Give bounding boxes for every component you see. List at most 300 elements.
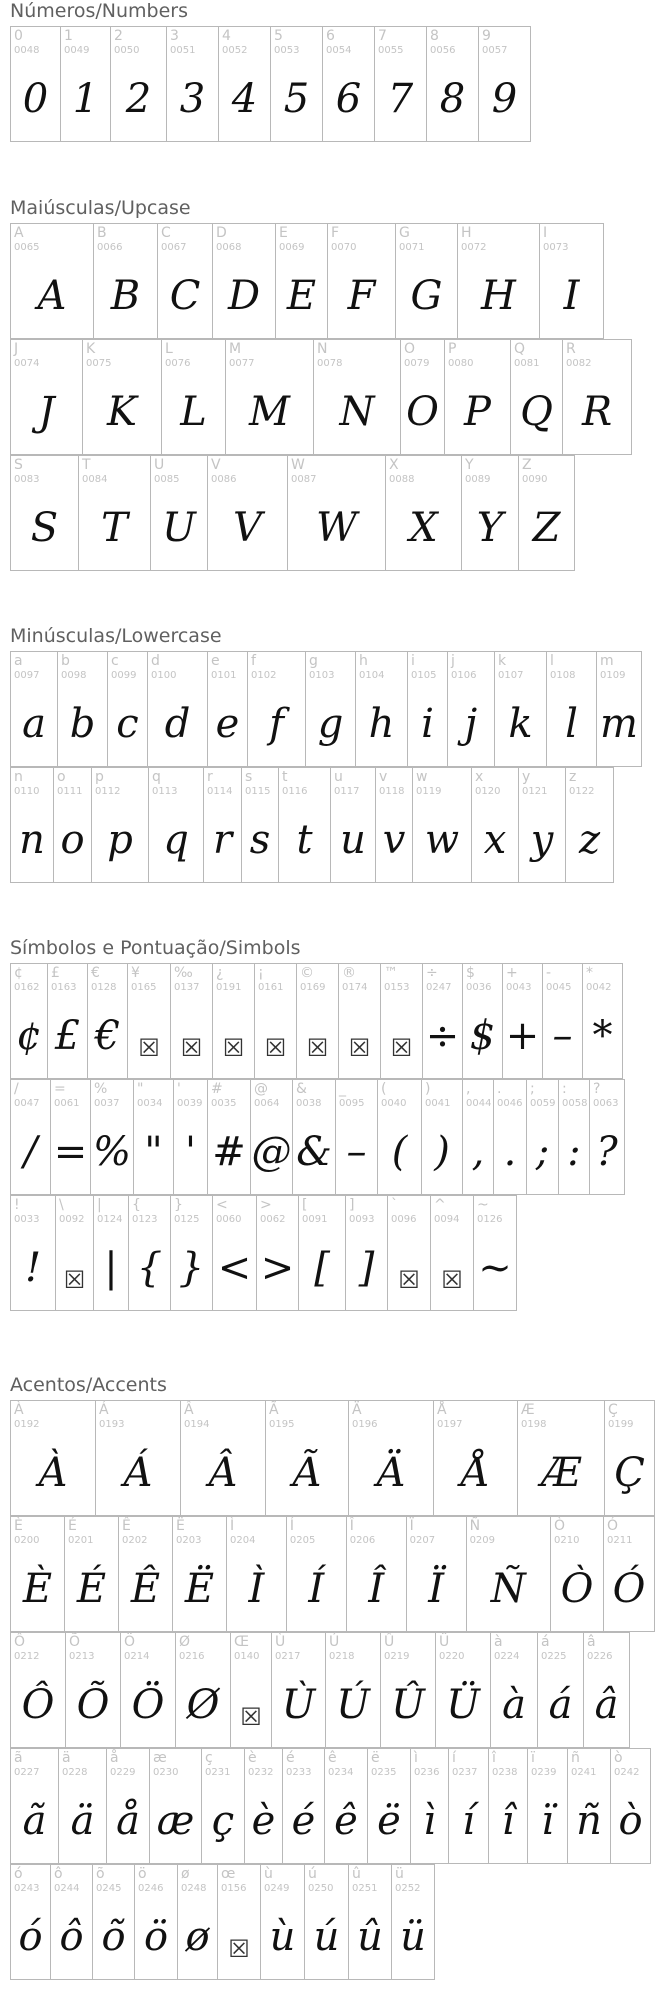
- char-label: 9: [482, 28, 491, 44]
- char-label: ': [177, 1081, 181, 1097]
- char-code: 0211: [607, 1535, 633, 1546]
- char-label: €: [91, 965, 100, 981]
- glyph-sample: s: [249, 817, 271, 863]
- glyph-cell: [411, 1748, 449, 1864]
- char-label: Ù: [275, 1634, 286, 1650]
- char-code: 0054: [326, 45, 352, 56]
- char-code: 0044: [466, 1098, 492, 1109]
- glyph-sample: ê: [334, 1798, 358, 1844]
- glyph-cell: [563, 339, 632, 455]
- char-label: n: [14, 769, 23, 785]
- glyph-cell: [287, 1516, 347, 1632]
- glyph-sample: x: [483, 817, 507, 863]
- glyph-cell: [326, 1632, 381, 1748]
- char-code: 0096: [391, 1214, 417, 1225]
- glyph-cell: [314, 339, 401, 455]
- glyph-cell: [381, 963, 423, 1079]
- glyph-sample: q: [163, 817, 189, 863]
- glyph-row: [10, 26, 655, 142]
- char-label: á: [541, 1634, 550, 1650]
- glyph-row: [10, 1195, 655, 1311]
- glyph-cell: [431, 1195, 474, 1311]
- glyph-cell: [538, 1632, 584, 1748]
- char-code: 0231: [205, 1767, 231, 1778]
- glyph-sample: å: [116, 1798, 140, 1844]
- glyph-cell: [248, 651, 306, 767]
- glyph-section: [10, 937, 655, 1311]
- glyph-cell: [150, 1748, 202, 1864]
- char-label: 4: [222, 28, 231, 44]
- glyph-cell: [551, 1516, 604, 1632]
- glyph-cell: [11, 651, 58, 767]
- char-code: 0206: [349, 1535, 376, 1546]
- char-label: J: [14, 341, 19, 357]
- char-label: T: [82, 457, 91, 473]
- glyph-cell: [111, 26, 167, 142]
- char-code: 0204: [230, 1535, 256, 1546]
- glyph-cell: [162, 339, 226, 455]
- char-code: 0105: [411, 670, 437, 681]
- char-label: Ñ: [469, 1518, 481, 1534]
- char-code: 0058: [562, 1098, 588, 1109]
- glyph-cell: [167, 26, 219, 142]
- char-code: 0055: [378, 45, 404, 56]
- glyph-sample: ô: [59, 1914, 84, 1960]
- glyph-sample: *: [592, 1013, 613, 1059]
- glyph-sample: >: [260, 1245, 295, 1291]
- char-code: 0140: [234, 1651, 260, 1662]
- glyph-cell: [376, 767, 413, 883]
- glyph-sample: V: [233, 505, 262, 551]
- glyph-cell: [65, 1516, 119, 1632]
- char-label: ó: [14, 1866, 23, 1882]
- glyph-sample: p: [107, 817, 133, 863]
- char-label: z: [569, 769, 577, 785]
- char-code: 0073: [543, 242, 569, 253]
- char-label: Ü: [439, 1634, 450, 1650]
- char-label: (: [381, 1081, 387, 1097]
- glyph-sample: Ø: [186, 1682, 220, 1728]
- char-label: p: [95, 769, 104, 785]
- char-label: e: [211, 653, 220, 669]
- glyph-cell: [283, 1748, 325, 1864]
- glyph-cell: [107, 1748, 150, 1864]
- glyph-sample: ñ: [576, 1798, 602, 1844]
- glyph-cell: [422, 1079, 463, 1195]
- char-code: 0161: [258, 982, 284, 993]
- char-code: 0099: [111, 670, 137, 681]
- glyph-cell: [11, 963, 48, 1079]
- char-code: 0232: [248, 1767, 274, 1778]
- glyph-sample: é: [291, 1798, 316, 1844]
- char-code: 0092: [59, 1214, 85, 1225]
- glyph-cell: [407, 1516, 467, 1632]
- char-label: f: [251, 653, 256, 669]
- glyph-sample: ó: [18, 1914, 43, 1960]
- glyph-sample: Ì: [248, 1566, 265, 1612]
- glyph-sample: ï: [541, 1798, 554, 1844]
- char-code: 0124: [97, 1214, 123, 1225]
- char-code: 0064: [254, 1098, 280, 1109]
- char-label: ,: [466, 1081, 471, 1097]
- glyph-sample: ~: [478, 1245, 512, 1291]
- char-code: 0072: [461, 242, 487, 253]
- char-code: 0198: [521, 1419, 547, 1430]
- glyph-sample: r: [212, 817, 233, 863]
- glyph-sample: B: [110, 273, 141, 319]
- glyph-cell: [323, 26, 375, 142]
- glyph-cell: [56, 1195, 94, 1311]
- char-code: 0123: [132, 1214, 158, 1225]
- char-code: 0068: [216, 242, 242, 253]
- glyph-row: [10, 767, 655, 883]
- glyph-sample: I: [563, 273, 580, 319]
- glyph-sample: u: [340, 817, 366, 863]
- char-label: @: [254, 1081, 268, 1097]
- char-code: 0205: [289, 1535, 316, 1546]
- char-code: 0076: [165, 358, 191, 369]
- glyph-cell: [48, 963, 88, 1079]
- glyph-sample: 9: [491, 76, 518, 122]
- char-label: o: [57, 769, 66, 785]
- char-code: 0233: [286, 1767, 312, 1778]
- char-label: k: [498, 653, 507, 669]
- glyph-cell: [11, 223, 94, 339]
- char-label: t: [282, 769, 288, 785]
- glyph-sample: !: [24, 1245, 42, 1291]
- glyph-cell: [11, 339, 83, 455]
- glyph-sample: Z: [532, 505, 561, 551]
- char-code: 0228: [62, 1767, 88, 1778]
- glyph-cell: [58, 651, 108, 767]
- glyph-sample: /: [23, 1129, 38, 1175]
- char-label: !: [14, 1197, 20, 1213]
- missing-glyph-icon: ☒: [180, 1034, 203, 1062]
- glyph-sample: ç: [211, 1798, 235, 1844]
- char-label: ©: [300, 965, 314, 981]
- char-label: R: [566, 341, 576, 357]
- glyph-cell: [605, 1400, 655, 1516]
- glyph-cell: [467, 1516, 551, 1632]
- glyph-sample: 0: [22, 76, 49, 122]
- glyph-cell: [213, 223, 276, 339]
- char-code: 0083: [14, 474, 40, 485]
- glyph-cell: [463, 1079, 494, 1195]
- section-title: Minúsculas/Lowercase: [10, 625, 222, 647]
- glyph-cell: [347, 1516, 407, 1632]
- glyph-cell: [255, 963, 297, 1079]
- char-code: 0199: [608, 1419, 634, 1430]
- char-label: ): [425, 1081, 431, 1097]
- glyph-sample: 1: [72, 76, 99, 122]
- char-label: D: [216, 225, 227, 241]
- glyph-cell: [272, 1632, 326, 1748]
- char-label: Ï: [409, 1518, 414, 1534]
- glyph-row: [10, 223, 655, 339]
- glyph-sample: ]: [358, 1245, 375, 1291]
- char-label: ã: [14, 1750, 23, 1766]
- glyph-cell: [257, 1195, 299, 1311]
- glyph-sample: +: [505, 1013, 540, 1059]
- char-label: ": [137, 1081, 144, 1097]
- char-label: ÷: [426, 965, 438, 981]
- glyph-cell: [396, 223, 458, 339]
- glyph-cell: [11, 455, 79, 571]
- char-label: 5: [274, 28, 283, 44]
- char-code: 0213: [69, 1651, 95, 1662]
- char-label: ë: [371, 1750, 380, 1766]
- glyph-sample: 7: [387, 76, 414, 122]
- char-label: Ç: [608, 1402, 618, 1418]
- char-label: Í: [289, 1518, 295, 1534]
- char-code: 0227: [14, 1767, 40, 1778]
- char-label: ò: [614, 1750, 623, 1766]
- glyph-row: [10, 651, 655, 767]
- glyph-cell: [491, 1632, 538, 1748]
- char-code: 0049: [64, 45, 90, 56]
- char-code: 0060: [216, 1214, 242, 1225]
- char-code: 0225: [541, 1651, 567, 1662]
- char-label: 8: [430, 28, 439, 44]
- glyph-sample: P: [464, 389, 491, 435]
- char-code: 0047: [14, 1098, 40, 1109]
- glyph-sample: k: [508, 701, 533, 747]
- glyph-cell: [472, 767, 519, 883]
- glyph-cell: [375, 26, 427, 142]
- char-label: N: [317, 341, 328, 357]
- char-code: 0246: [138, 1883, 164, 1894]
- glyph-sample: g: [317, 701, 344, 747]
- char-label: i: [411, 653, 415, 669]
- char-label: &: [296, 1081, 307, 1097]
- char-code: 0247: [426, 982, 452, 993]
- glyph-cell: [92, 767, 149, 883]
- char-label: W: [291, 457, 305, 473]
- glyph-cell: [495, 651, 547, 767]
- char-code: 0074: [14, 358, 40, 369]
- char-label: =: [54, 1081, 66, 1097]
- glyph-sample: È: [22, 1566, 53, 1612]
- char-code: 0100: [151, 670, 177, 681]
- char-label: `: [391, 1197, 398, 1213]
- char-label: 7: [378, 28, 387, 44]
- glyph-cell: [305, 1864, 349, 1980]
- char-code: 0241: [571, 1767, 597, 1778]
- char-label: ~: [477, 1197, 489, 1213]
- glyph-sample: :: [567, 1129, 581, 1175]
- char-label: I: [543, 225, 548, 241]
- char-code: 0098: [61, 670, 87, 681]
- char-code: 0252: [395, 1883, 421, 1894]
- char-code: 0202: [122, 1535, 148, 1546]
- char-label: A: [14, 225, 24, 241]
- missing-glyph-icon: ☒: [222, 1034, 245, 1062]
- glyph-row: [10, 1516, 655, 1632]
- glyph-sample: á: [548, 1682, 573, 1728]
- section-title: Acentos/Accents: [10, 1374, 167, 1396]
- glyph-cell: [271, 26, 323, 142]
- glyph-sample: ): [434, 1129, 450, 1175]
- glyph-sample: .: [503, 1129, 517, 1175]
- glyph-cell: [463, 963, 503, 1079]
- glyph-sample: 2: [125, 76, 152, 122]
- glyph-sample: Ç: [614, 1450, 645, 1496]
- char-code: 0084: [82, 474, 108, 485]
- glyph-sample: h: [368, 701, 395, 747]
- char-label: Ê: [122, 1518, 131, 1534]
- glyph-sample: &: [296, 1129, 332, 1175]
- char-code: 0094: [434, 1214, 460, 1225]
- char-label: :: [562, 1081, 567, 1097]
- glyph-row: [10, 455, 655, 571]
- glyph-cell: [61, 26, 111, 142]
- char-label: À: [14, 1402, 24, 1418]
- glyph-cell: [171, 1195, 213, 1311]
- char-label: a: [14, 653, 23, 669]
- char-label: r: [207, 769, 213, 785]
- char-code: 0056: [430, 45, 456, 56]
- glyph-cell: [135, 1864, 178, 1980]
- char-label: è: [248, 1750, 257, 1766]
- glyph-cell: [218, 1864, 261, 1980]
- char-label: E: [279, 225, 288, 241]
- char-code: 0200: [14, 1535, 40, 1546]
- glyph-sample: Ë: [184, 1566, 215, 1612]
- glyph-sample: C: [169, 273, 201, 319]
- char-label: O: [404, 341, 416, 357]
- char-label: £: [51, 965, 60, 981]
- char-code: 0106: [451, 670, 477, 681]
- char-label: Z: [522, 457, 532, 473]
- glyph-cell: [261, 1864, 305, 1980]
- char-code: 0097: [14, 670, 40, 681]
- missing-glyph-icon: ☒: [240, 1703, 262, 1731]
- char-code: 0201: [68, 1535, 94, 1546]
- char-label: ^: [434, 1197, 446, 1213]
- glyph-cell: [336, 1079, 378, 1195]
- glyph-cell: [245, 1748, 283, 1864]
- char-code: 0090: [522, 474, 548, 485]
- glyph-sample: l: [565, 701, 578, 747]
- glyph-cell: [121, 1632, 176, 1748]
- glyph-cell: [583, 963, 623, 1079]
- glyph-cell: [11, 1632, 66, 1748]
- glyph-sample: J: [38, 389, 55, 435]
- section-title: Números/Numbers: [10, 0, 188, 22]
- char-code: 0249: [264, 1883, 290, 1894]
- char-code: 0196: [352, 1419, 378, 1430]
- glyph-cell: [356, 651, 408, 767]
- glyph-sample: ë: [377, 1798, 401, 1844]
- char-code: 0045: [546, 982, 572, 993]
- glyph-cell: [328, 223, 396, 339]
- glyph-cell: [148, 651, 208, 767]
- glyph-sample: o: [60, 817, 85, 863]
- char-code: 0046: [497, 1098, 523, 1109]
- char-code: 0234: [328, 1767, 354, 1778]
- glyph-cell: [176, 1632, 231, 1748]
- glyph-sample: T: [101, 505, 128, 551]
- char-code: 0112: [95, 786, 121, 797]
- glyph-sample: S: [30, 505, 59, 551]
- glyph-sample: H: [481, 273, 516, 319]
- char-label: >: [260, 1197, 272, 1213]
- char-code: 0108: [550, 670, 576, 681]
- glyph-cell: [11, 767, 54, 883]
- glyph-sample: Å: [461, 1450, 490, 1496]
- glyph-sample: Î: [368, 1566, 385, 1612]
- glyph-sample: 3: [179, 76, 206, 122]
- char-label: j: [451, 653, 455, 669]
- glyph-cell: [134, 1079, 174, 1195]
- glyph-sample: W: [315, 505, 358, 551]
- char-code: 0229: [110, 1767, 136, 1778]
- glyph-cell: [219, 26, 271, 142]
- char-code: 0070: [331, 242, 357, 253]
- glyph-sample: ÷: [425, 1013, 460, 1059]
- char-label: {: [132, 1197, 141, 1213]
- glyph-sample: Ñ: [490, 1566, 526, 1612]
- glyph-sample: Ö: [131, 1682, 165, 1728]
- glyph-sample: É: [76, 1566, 107, 1612]
- glyph-cell: [462, 455, 519, 571]
- char-label: q: [152, 769, 161, 785]
- glyph-cell: [129, 1195, 171, 1311]
- char-label: +: [506, 965, 518, 981]
- char-label: Õ: [69, 1634, 81, 1650]
- char-label: ¿: [216, 965, 224, 981]
- glyph-sample: A: [37, 273, 67, 319]
- char-code: 0065: [14, 242, 40, 253]
- char-code: 0169: [300, 982, 326, 993]
- char-code: 0057: [482, 45, 508, 56]
- glyph-sample: ä: [70, 1798, 95, 1844]
- char-code: 0245: [96, 1883, 122, 1894]
- char-code: 0118: [379, 786, 405, 797]
- char-code: 0103: [309, 670, 335, 681]
- char-label: 6: [326, 28, 335, 44]
- missing-glyph-icon: ☒: [348, 1034, 371, 1062]
- glyph-cell: [108, 651, 148, 767]
- glyph-sample: [: [314, 1245, 330, 1291]
- char-code: 0053: [274, 45, 300, 56]
- char-label: ñ: [571, 1750, 580, 1766]
- char-label: Ò: [553, 1518, 566, 1534]
- char-code: 0043: [506, 982, 532, 993]
- glyph-sample: d: [164, 701, 191, 747]
- glyph-section: [10, 0, 655, 142]
- char-code: 0095: [339, 1098, 365, 1109]
- char-label: s: [245, 769, 253, 785]
- glyph-sample: m: [600, 701, 638, 747]
- char-code: 0052: [222, 45, 248, 56]
- glyph-sample: @: [251, 1129, 292, 1175]
- glyph-sample: Û: [391, 1682, 425, 1728]
- glyph-row: [10, 963, 655, 1079]
- char-label: ö: [138, 1866, 147, 1882]
- glyph-sample: ": [144, 1129, 163, 1175]
- char-label: ê: [328, 1750, 337, 1766]
- char-label: g: [309, 653, 318, 669]
- char-code: 0216: [179, 1651, 205, 1662]
- missing-glyph-icon: ☒: [390, 1034, 413, 1062]
- char-code: 0193: [99, 1419, 125, 1430]
- char-code: 0120: [475, 786, 501, 797]
- char-code: 0214: [124, 1651, 150, 1662]
- char-label: Û: [384, 1634, 395, 1650]
- glyph-cell: [386, 455, 462, 571]
- char-code: 0209: [469, 1535, 496, 1546]
